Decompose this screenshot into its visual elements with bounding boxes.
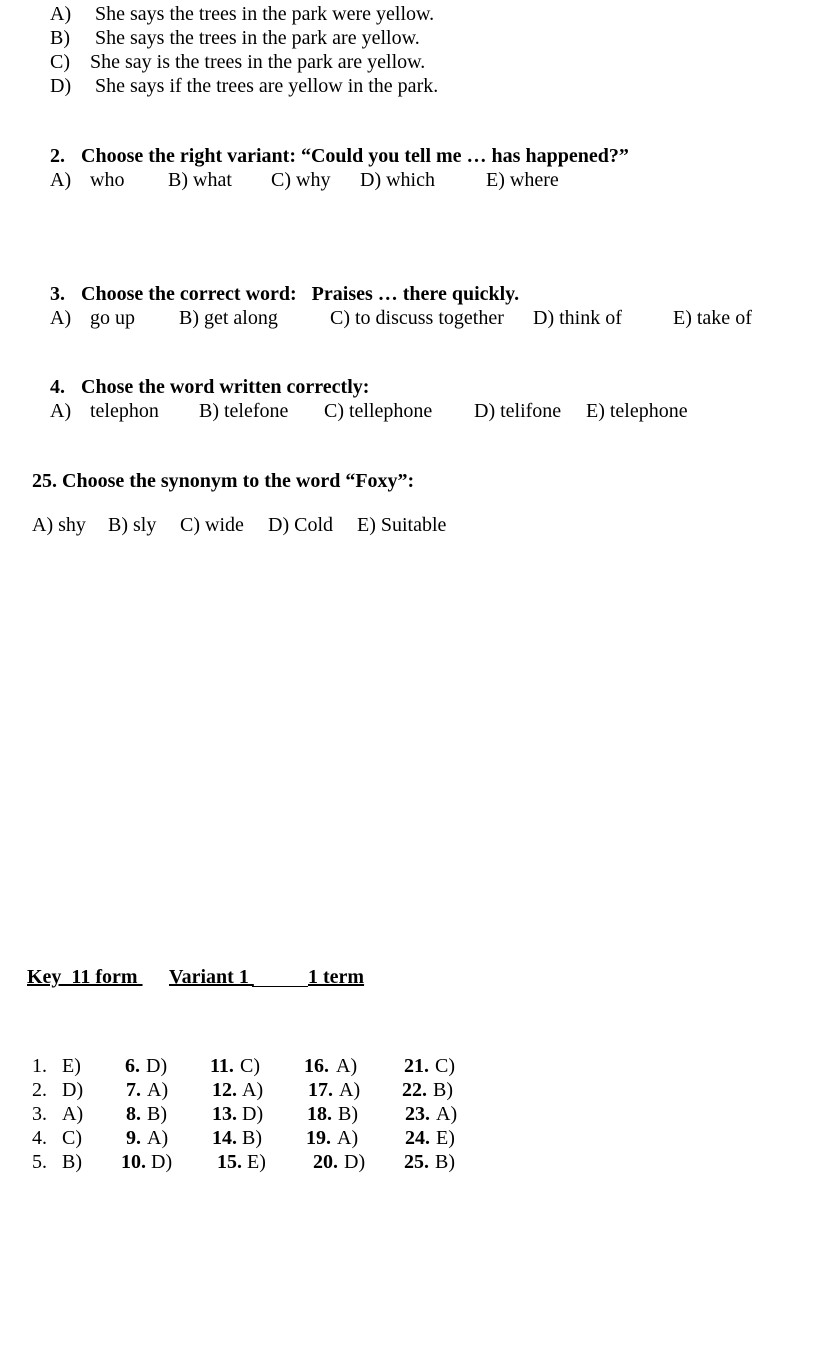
key-answer: B)	[338, 1103, 358, 1125]
key-number: 11.	[210, 1055, 234, 1077]
option: B) what	[168, 169, 232, 191]
key-answer: B)	[435, 1151, 455, 1173]
key-number: 24.	[405, 1127, 430, 1149]
option-letter: C)	[50, 51, 70, 73]
key-header-form: Key 11 form	[27, 966, 143, 988]
option-letter: A)	[50, 3, 72, 25]
key-answer: D)	[151, 1151, 173, 1173]
key-answer: A)	[436, 1103, 458, 1125]
option-text: She says the trees in the park were yellow.	[95, 3, 435, 25]
question-number: 4.	[50, 376, 65, 398]
key-header-variant: Variant 1	[169, 966, 254, 988]
key-answer: B)	[433, 1079, 453, 1101]
key-answer: D)	[146, 1055, 168, 1077]
key-number: 8.	[126, 1103, 141, 1125]
key-answer: A)	[339, 1079, 361, 1101]
key-answer: A)	[147, 1079, 169, 1101]
question-text: Choose the correct word: Praises … there quickly.	[81, 283, 520, 305]
option: D) telifone	[474, 400, 562, 422]
option: C) to discuss together	[330, 307, 504, 329]
key-answer: B)	[242, 1127, 262, 1149]
option: D) which	[360, 169, 435, 191]
key-number: 21.	[404, 1055, 429, 1077]
option: E) Suitable	[357, 514, 447, 536]
option-text: She say is the trees in the park are yellow.	[90, 51, 426, 73]
key-answer: A)	[242, 1079, 264, 1101]
key-header-term: 1 term	[308, 966, 365, 988]
key-number: 7.	[126, 1079, 141, 1101]
option: E) take of	[673, 307, 752, 329]
key-answer: A)	[336, 1055, 358, 1077]
key-answer: C)	[435, 1055, 455, 1077]
option: D) Cold	[268, 514, 333, 536]
key-answer: D)	[344, 1151, 366, 1173]
option: B) sly	[108, 514, 157, 536]
option: A) shy	[32, 514, 86, 536]
option: D) think of	[533, 307, 622, 329]
question-text: Choose the right variant: “Could you tell me … has happened?”	[81, 145, 629, 167]
key-answer: A)	[62, 1103, 84, 1125]
key-number: 1.	[32, 1055, 47, 1077]
key-number: 19.	[306, 1127, 331, 1149]
key-answer: C)	[62, 1127, 82, 1149]
key-answer: D)	[242, 1103, 264, 1125]
option-letter: A)	[50, 400, 72, 422]
option: C) tellephone	[324, 400, 433, 422]
key-number: 6.	[125, 1055, 140, 1077]
option-text: She says the trees in the park are yellow.	[95, 27, 420, 49]
key-number: 12.	[212, 1079, 237, 1101]
option-letter: A)	[50, 169, 72, 191]
option-letter: B)	[50, 27, 70, 49]
key-number: 25.	[404, 1151, 429, 1173]
option-letter: D)	[50, 75, 72, 97]
question-number: 2.	[50, 145, 65, 167]
key-answer: C)	[240, 1055, 260, 1077]
question-number: 3.	[50, 283, 65, 305]
key-number: 2.	[32, 1079, 47, 1101]
option-text: She says if the trees are yellow in the park.	[95, 75, 439, 97]
option: B) telefone	[199, 400, 289, 422]
key-number: 18.	[307, 1103, 332, 1125]
option-text: go up	[90, 307, 135, 329]
option: C) wide	[180, 514, 244, 536]
key-answer: A)	[147, 1127, 169, 1149]
option: C) why	[271, 169, 331, 191]
key-number: 13.	[212, 1103, 237, 1125]
option: B) get along	[179, 307, 278, 329]
option-letter: A)	[50, 307, 72, 329]
key-number: 9.	[126, 1127, 141, 1149]
key-number: 17.	[308, 1079, 333, 1101]
key-number: 23.	[405, 1103, 430, 1125]
key-number: 10.	[121, 1151, 146, 1173]
option-text: telephon	[90, 400, 159, 422]
key-number: 16.	[304, 1055, 329, 1077]
key-number: 14.	[212, 1127, 237, 1149]
underline-gap	[252, 986, 308, 987]
key-answer: D)	[62, 1079, 84, 1101]
key-number: 22.	[402, 1079, 427, 1101]
option: E) telephone	[586, 400, 688, 422]
key-answer: E)	[62, 1055, 81, 1077]
key-answer: B)	[62, 1151, 82, 1173]
question-text: Chose the word written correctly:	[81, 376, 370, 398]
key-answer: A)	[337, 1127, 359, 1149]
key-number: 5.	[32, 1151, 47, 1173]
option-text: who	[90, 169, 125, 191]
key-number: 4.	[32, 1127, 47, 1149]
key-answer: B)	[147, 1103, 167, 1125]
key-number: 20.	[313, 1151, 338, 1173]
key-number: 15.	[217, 1151, 242, 1173]
key-number: 3.	[32, 1103, 47, 1125]
option: E) where	[486, 169, 559, 191]
key-answer: E)	[436, 1127, 455, 1149]
key-answer: E)	[247, 1151, 266, 1173]
question-text: 25. Choose the synonym to the word “Foxy”:	[32, 470, 415, 492]
